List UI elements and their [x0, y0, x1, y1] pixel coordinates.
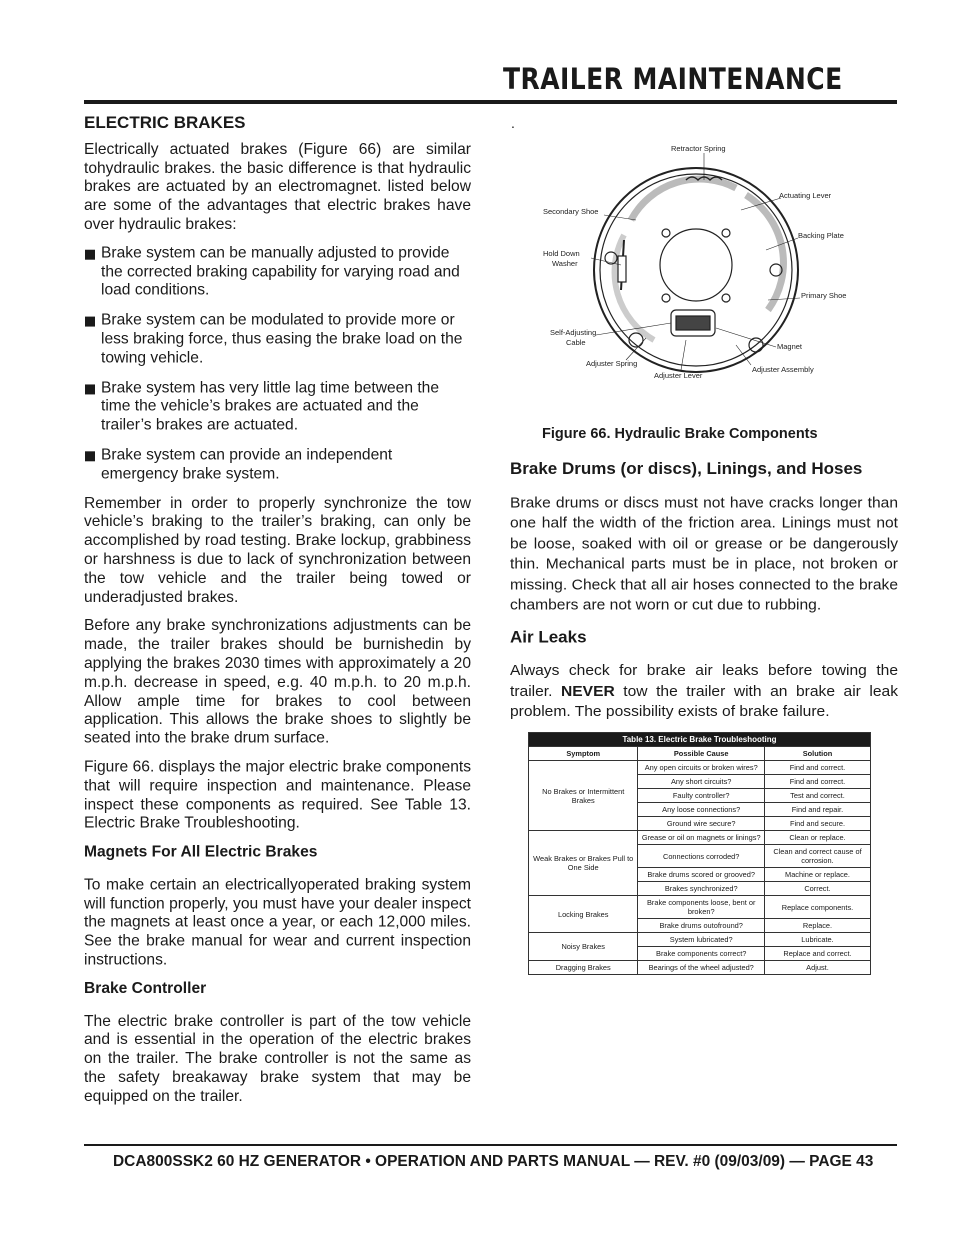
subheading-brake-controller: Brake Controller [84, 980, 207, 998]
solution-cell: Machine or replace. [764, 868, 870, 882]
solution-cell: Find and secure. [764, 817, 870, 831]
list-item: Brake system can be manually adjusted to provide the corrected braking capability for varying road and load conditions. [84, 245, 471, 301]
col-header-symptom: Symptom [529, 747, 638, 761]
list-item: Brake system can be modulated to provide more or less braking force, thus easing the brake load on the towing vehicle. [84, 312, 471, 368]
figure-reference-paragraph: Figure 66. displays the major electric brake components that will require inspection and maintenance. Please inspect these components as required. See Table 13. Electric Brake Troubleshooting. [84, 758, 471, 832]
cause-cell: Bearings of the wheel adjusted? [638, 961, 765, 975]
solution-cell: Lubricate. [764, 933, 870, 947]
col-header-cause: Possible Cause [638, 747, 765, 761]
label-hold-down-2: Washer [552, 259, 578, 268]
cause-cell: System lubricated? [638, 933, 765, 947]
solution-cell: Clean and correct cause of corrosion. [764, 845, 870, 868]
label-hold-down-1: Hold Down [543, 249, 580, 258]
burnish-paragraph: Before any brake synchronizations adjustments can be made, the trailer brakes should be burnishedin by applying the brakes 2030 times with approximately a 20 m.p.h. decrease in speed, e.g. 40 m.p.h. to 20 m.p.h. Allow ample time for brakes to cool between application. This allows the brake shoes to slightly be seated into the brake drum surface. [84, 617, 471, 747]
cause-cell: Any loose connections? [638, 803, 765, 817]
table-row [529, 961, 871, 975]
cause-cell: Any short circuits? [638, 775, 765, 789]
never-emphasis: NEVER [561, 683, 615, 700]
heading-brake-drums: Brake Drums (or discs), Linings, and Hoses [510, 459, 863, 479]
figure-caption: Figure 66. Hydraulic Brake Components [542, 426, 818, 442]
intro-paragraph: Electrically actuated brakes (Figure 66) are similar tohydraulic brakes. the basic difference is that hydraulic brakes are actuated by an electromagnet. listed below are some of the advantages that electric brakes have over hydraulic brakes: [84, 140, 471, 233]
solution-cell: Replace components. [764, 896, 870, 919]
solution-cell: Clean or replace. [764, 831, 870, 845]
label-secondary-shoe: Secondary Shoe [543, 207, 599, 216]
table-caption: Table 13. Electric Brake Troubleshooting [529, 733, 871, 747]
page-footer: DCA800SSK2 60 HZ GENERATOR • OPERATION AND PARTS MANUAL — REV. #0 (09/03/09) — PAGE 43 [113, 1153, 874, 1170]
brake-diagram [536, 140, 872, 384]
solution-cell: Find and repair. [764, 803, 870, 817]
solution-cell: Replace and correct. [764, 947, 870, 961]
stray-dot: . [511, 115, 515, 131]
cause-cell: Brake components loose, bent or broken? [638, 896, 765, 919]
troubleshooting-table [528, 732, 871, 975]
symptom-cell: Noisy Brakes [529, 933, 638, 961]
advantages-list [84, 245, 471, 484]
cause-cell: Ground wire secure? [638, 817, 765, 831]
symptom-cell: No Brakes or Intermittent Brakes [529, 761, 638, 831]
table-row [529, 831, 871, 845]
page-title: TRAILER MAINTENANCE [503, 62, 844, 96]
solution-cell: Correct. [764, 882, 870, 896]
left-column [84, 112, 471, 1117]
bullet-square-icon [85, 250, 95, 260]
solution-cell: Find and correct. [764, 775, 870, 789]
label-primary-shoe: Primary Shoe [801, 291, 847, 300]
table-row [529, 933, 871, 947]
label-adjuster-lever: Adjuster Lever [654, 371, 703, 380]
cause-cell: Brake drums scored or grooved? [638, 868, 765, 882]
cause-cell: Faulty controller? [638, 789, 765, 803]
solution-cell: Replace. [764, 919, 870, 933]
sync-paragraph: Remember in order to properly synchronize the tow vehicle’s braking to the trailer’s braking, can only be accomplished by road testing. Brake lockup, grabbiness or harshness is due to lack of synchronization between the tow vehicle and the trailer being towed or underadjusted brakes. [84, 494, 471, 606]
footer-rule [84, 1144, 897, 1146]
label-actuating-lever: Actuating Lever [779, 191, 832, 200]
header-rule [84, 100, 897, 104]
symptom-cell: Locking Brakes [529, 896, 638, 933]
table-row [529, 761, 871, 775]
label-retractor-spring: Retractor Spring [671, 144, 726, 153]
label-self-adjusting-1: Self-Adjusting [550, 328, 597, 337]
cause-cell: Brake drums outofround? [638, 919, 765, 933]
controller-paragraph: The electric brake controller is part of the tow vehicle and is essential in the operation of the electric brakes on the trailer. The brake controller is not the same as the safety breakaway brake system that may be equipped on the trailer. [84, 1012, 471, 1105]
cause-cell: Any open circuits or broken wires? [638, 761, 765, 775]
label-magnet: Magnet [777, 342, 803, 351]
cause-cell: Connections corroded? [638, 845, 765, 868]
symptom-cell: Weak Brakes or Brakes Pull to One Side [529, 831, 638, 896]
solution-cell: Test and correct. [764, 789, 870, 803]
col-header-solution: Solution [764, 747, 870, 761]
list-item: Brake system has very little lag time between the time the vehicle’s brakes are actuated and the trailer’s brakes are actuated. [84, 379, 471, 435]
solution-cell: Adjust. [764, 961, 870, 975]
label-backing-plate: Backing Plate [798, 231, 844, 240]
label-adjuster-spring: Adjuster Spring [586, 359, 638, 368]
solution-cell: Find and correct. [764, 761, 870, 775]
section-heading-electric-brakes: ELECTRIC BRAKES [84, 112, 246, 132]
air-leaks-paragraph: Always check for brake air leaks before towing the trailer. NEVER tow the trailer with an brake air leak problem. The possibility exists of brake failure. [510, 662, 899, 720]
subheading-magnets: Magnets For All Electric Brakes [84, 843, 318, 861]
list-item: Brake system can provide an independent emergency brake system. [84, 446, 471, 484]
bullet-square-icon [85, 451, 95, 461]
bullet-square-icon [85, 317, 95, 327]
bullet-square-icon [85, 384, 95, 394]
cause-cell: Grease or oil on magnets or linings? [638, 831, 765, 845]
brake-drums-paragraph: Brake drums or discs must not have cracks longer than one half the width of the friction area. Linings must not be loose, soaked with oil or grease or be dangerously thin. Mechanical parts must be in place, not broken or missing. Check that all air hoses connected to the brake chambers are not worn or cut due to rubbing. [510, 494, 898, 614]
cause-cell: Brakes synchronized? [638, 882, 765, 896]
label-adjuster-assembly: Adjuster Assembly [752, 365, 814, 374]
table-row [529, 896, 871, 919]
cause-cell: Brake components correct? [638, 947, 765, 961]
symptom-cell: Dragging Brakes [529, 961, 638, 975]
magnets-paragraph: To make certain an electricallyoperated braking system will function properly, you must have your dealer inspect the magnets at least once a year, or each 12,000 miles. See the brake manual for wear and current inspection instructions. [84, 876, 471, 969]
label-self-adjusting-2: Cable [566, 338, 586, 347]
right-column [510, 459, 898, 734]
heading-air-leaks: Air Leaks [510, 627, 587, 646]
